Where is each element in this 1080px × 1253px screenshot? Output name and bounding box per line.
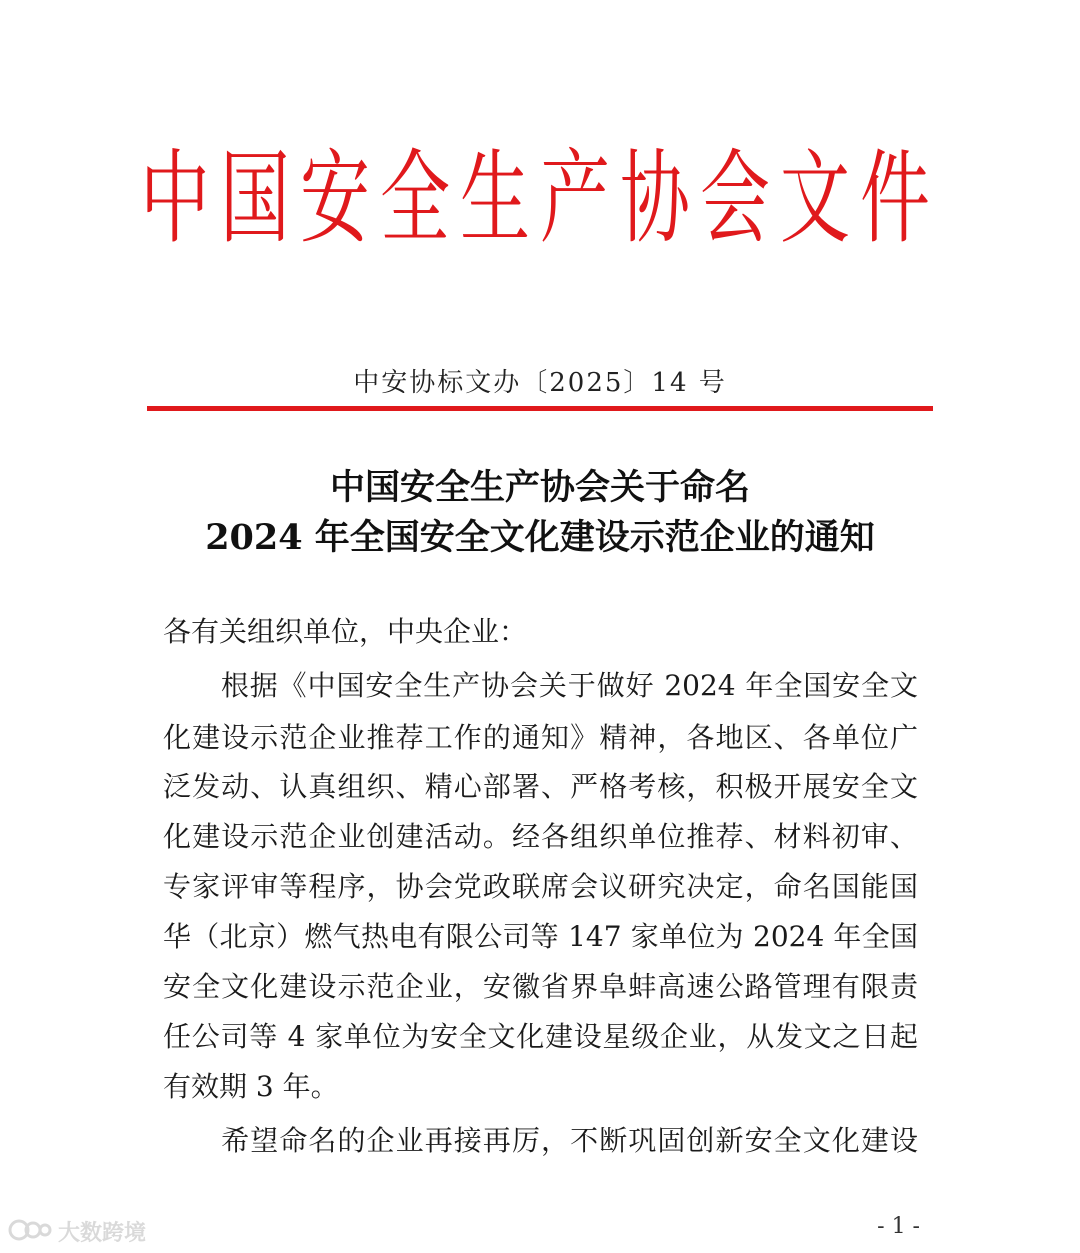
body-line: 有效期 3 年。 <box>163 1070 339 1103</box>
body-line: 根据《中国安全生产协会关于做好 2024 年全国安全文 <box>163 669 918 702</box>
body-line: 希望命名的企业再接再厉，不断巩固创新安全文化建设 <box>163 1124 918 1157</box>
body-line: 化建设示范企业推荐工作的通知》精神，各地区、各单位广 <box>163 721 918 754</box>
document-number: 中安协标文办〔2025〕14 号 <box>353 368 727 398</box>
body-line: 安全文化建设示范企业，安徽省界阜蚌高速公路管理有限责 <box>163 970 918 1003</box>
greeting-line: 各有关组织单位，中央企业： <box>163 615 528 648</box>
body-line: 化建设示范企业创建活动。经各组织单位推荐、材料初审、 <box>163 820 918 853</box>
body-line: 华（北京）燃气热电有限公司等 147 家单位为 2024 年全国 <box>163 920 918 953</box>
watermark-text: 大数跨境 <box>58 1221 147 1246</box>
body-line: 泛发动、认真组织、精心部署、严格考核，积极开展安全文 <box>163 770 918 803</box>
body-line: 任公司等 4 家单位为安全文化建设星级企业，从发文之日起 <box>163 1020 918 1053</box>
body-line: 专家评审等程序，协会党政联席会议研究决定，命名国能国 <box>163 870 918 903</box>
watermark <box>8 1216 146 1247</box>
notice-title-line-2: 2024 年全国安全文化建设示范企业的通知 <box>205 517 875 558</box>
watermark-logo-icon <box>8 1217 52 1247</box>
page-number: - 1 - <box>877 1214 920 1239</box>
document-masthead: 中国安全生产协会文件 <box>140 139 940 259</box>
red-divider <box>147 406 933 411</box>
notice-title-line-1: 中国安全生产协会关于命名 <box>329 467 750 508</box>
